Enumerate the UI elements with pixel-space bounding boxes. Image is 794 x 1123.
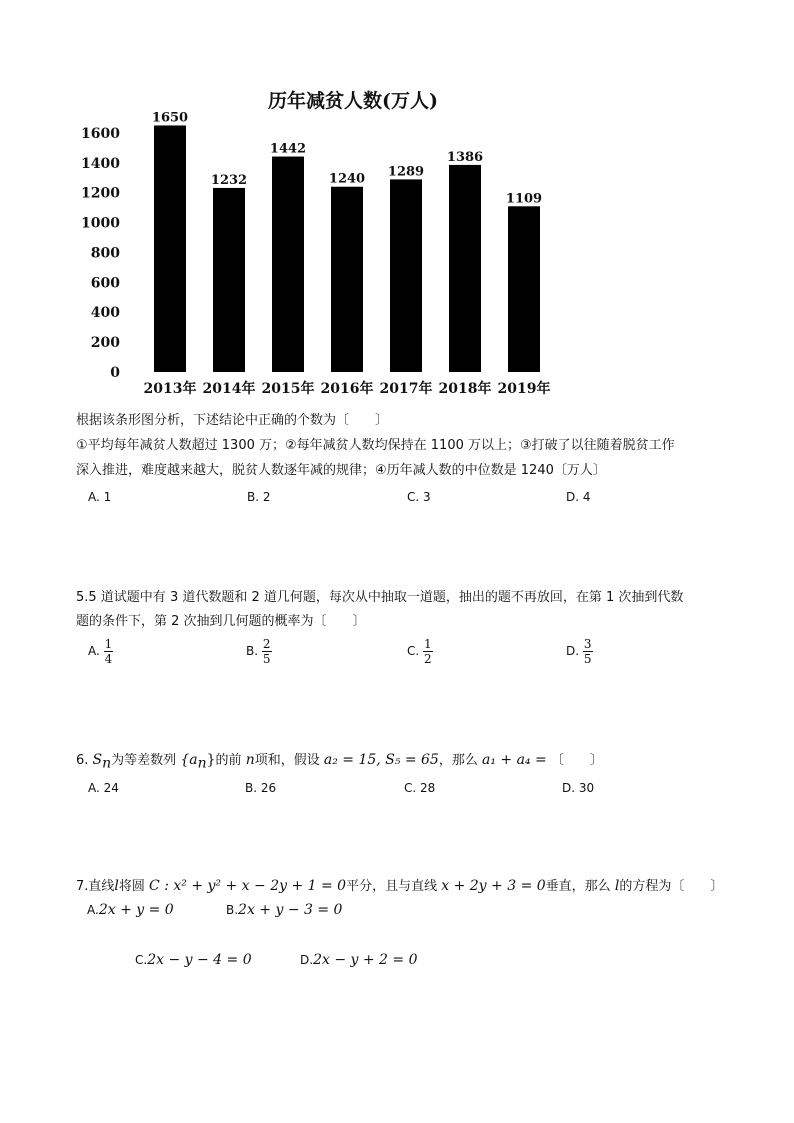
y-tick-label: 1000 (81, 215, 120, 232)
bar-chart (70, 80, 570, 400)
bar (390, 179, 422, 372)
x-tick-label: 2014年 (202, 381, 256, 397)
data-label: 1442 (269, 141, 307, 157)
bar (508, 206, 540, 372)
q4-option-c[interactable]: C. 3 (407, 490, 431, 504)
q4-statements-line-1: ①平均每年减贫人数超过 1300 万；②每年减贫人数均保持在 1100 万以上；③打破了以往随着脱贫工作 (76, 438, 675, 453)
bars (152, 110, 542, 372)
q7-stem: 7.直线l将圆 C : x² + y² + x − 2y + 1 = 0平分，且与直线 x + 2y + 3 = 0垂直，那么 l的方程为〔 〕 (76, 878, 724, 894)
bar (331, 187, 363, 372)
bar (449, 165, 481, 372)
bar (213, 188, 245, 372)
fraction: $\frac{2}{5}$ (262, 637, 271, 666)
q6-option-b[interactable]: B. 26 (245, 781, 277, 795)
y-tick-label: 200 (90, 335, 120, 352)
y-tick-label: 600 (90, 275, 120, 292)
data-label: 1650 (151, 110, 189, 126)
q4-statements-line-2: 深入推进，难度越来越大，脱贫人数逐年减的规律；④历年减人数的中位数是 1240〔万人〕 (76, 463, 606, 478)
q5-stem-line-1: 5.5 道试题中有 3 道代数题和 2 道几何题，每次从中抽取一道题，抽出的题不再放回，在第 1 次抽到代数 (76, 590, 684, 605)
q6-option-a[interactable]: A. 24 (88, 781, 119, 795)
q4-option-d[interactable]: D. 4 (566, 490, 591, 504)
chart-title: 历年减贫人数(万人) (268, 90, 438, 112)
q5-stem-line-2: 题的条件下，第 2 次抽到几何题的概率为〔 〕 (76, 614, 366, 629)
fraction: $\frac{3}{5}$ (583, 637, 592, 666)
data-label: 1386 (446, 149, 484, 165)
y-tick-label: 1600 (81, 125, 120, 142)
y-axis-ticks (81, 126, 120, 381)
data-label: 1240 (328, 171, 366, 187)
q6-ask: a₁ + a₄ = (482, 752, 547, 768)
q7-circle-equation: C : x² + y² + x − 2y + 1 = 0 (149, 878, 347, 894)
q4-option-b[interactable]: B. 2 (247, 490, 271, 504)
q6-condition: a₂ = 15, S₅ = 65 (323, 752, 439, 768)
x-tick-label: 2016年 (320, 381, 374, 397)
y-tick-label: 1200 (81, 185, 120, 202)
q7-option-b[interactable]: B.2x + y − 3 = 0 (226, 902, 343, 918)
q7-option-a[interactable]: A.2x + y = 0 (87, 902, 174, 918)
fraction: $\frac{1}{2}$ (424, 637, 432, 666)
q6-stem: 6. $S_n$为等差数列 $\{a_n\}$的前 n项和，假设 a₂ = 15, S₅ = 65，那么 a₁ + a₄ = 〔 〕 (76, 752, 603, 772)
x-tick-label: 2019年 (497, 381, 551, 397)
x-tick-label: 2013年 (143, 381, 197, 397)
q4-stem: 根据该条形图分析，下述结论中正确的个数为〔 〕 (76, 413, 389, 428)
q5-option-c[interactable]: C. $\frac{1}{2}$ (407, 637, 432, 666)
q5-option-d[interactable]: D. $\frac{3}{5}$ (566, 637, 592, 666)
y-tick-label: 800 (90, 245, 120, 262)
bar (154, 125, 186, 372)
x-tick-label: 2017年 (379, 381, 433, 397)
q6-option-d[interactable]: D. 30 (562, 781, 595, 795)
x-axis-labels (144, 380, 551, 397)
data-label: 1109 (505, 191, 543, 207)
q7-option-c[interactable]: C.2x − y − 4 = 0 (135, 952, 252, 968)
bar (272, 157, 304, 372)
q5-option-b[interactable]: B. $\frac{2}{5}$ (246, 637, 271, 666)
q7-option-d[interactable]: D.2x − y + 2 = 0 (300, 952, 418, 968)
y-tick-label: 1400 (81, 155, 120, 172)
data-label: 1232 (210, 172, 248, 188)
q5-option-a[interactable]: A. $\frac{1}{4}$ (88, 637, 113, 666)
x-tick-label: 2015年 (261, 381, 315, 397)
q7-line-equation: x + 2y + 3 = 0 (441, 878, 546, 894)
y-tick-label: 400 (90, 305, 120, 322)
y-tick-label: 0 (110, 365, 120, 381)
q4-option-a[interactable]: A. 1 (88, 490, 112, 504)
x-tick-label: 2018年 (438, 381, 492, 397)
fraction: $\frac{1}{4}$ (104, 637, 113, 666)
data-label: 1289 (387, 164, 425, 180)
q6-option-c[interactable]: C. 28 (404, 781, 436, 795)
